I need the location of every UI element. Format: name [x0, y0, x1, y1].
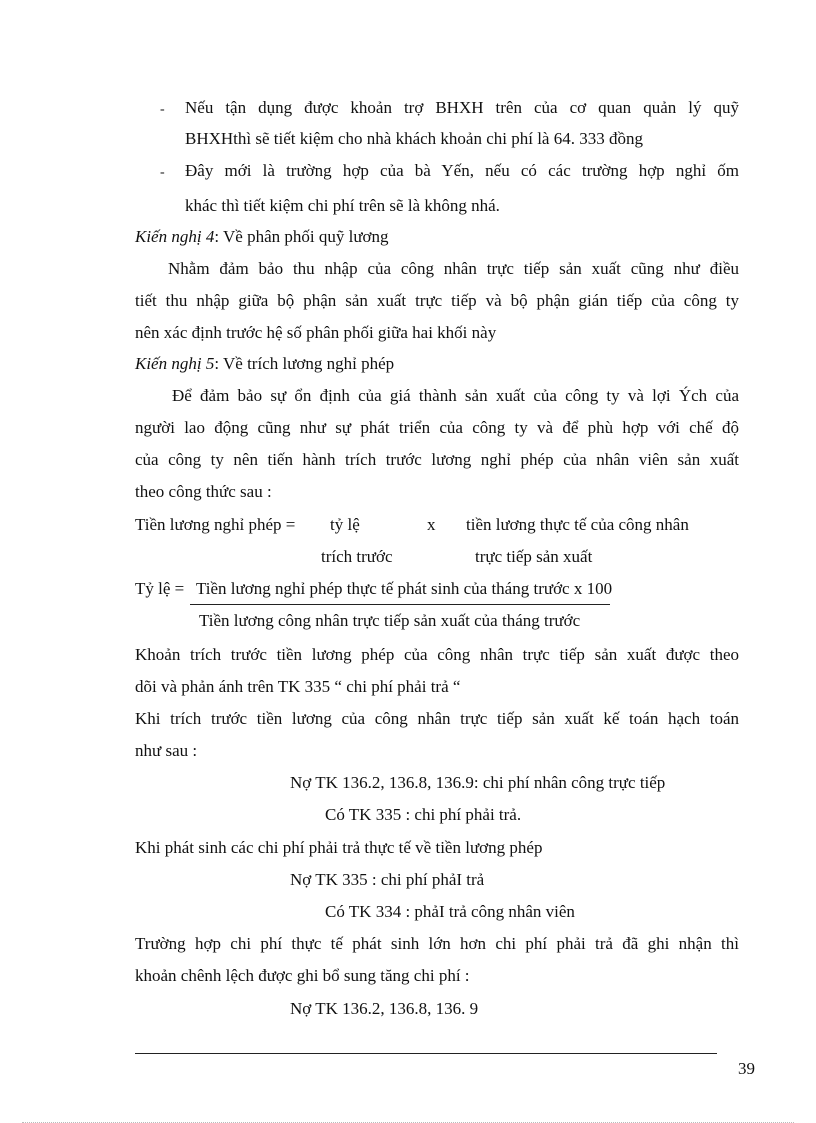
paragraph-4-line-1: Khi trích trước tiền lương của công nhân trực tiếp sản xuất kế toán hạch toán [135, 709, 739, 728]
bullet-2-line-2: khác thì tiết kiệm chi phí trên sẽ là không nhá. [185, 196, 500, 215]
entry-3-debit: Nợ TK 136.2, 136.8, 136. 9 [290, 999, 479, 1018]
formula-2-denominator: Tiền lương công nhân trực tiếp sản xuất của tháng trước [199, 611, 581, 630]
entry-1-credit: Có TK 335 : chi phí phải trả. [325, 805, 522, 824]
recommendation-5-label: Kiến nghị 5 [135, 354, 215, 373]
formula-1-lhs: Tiền lương nghỉ phép = [135, 515, 296, 534]
paragraph-5: Khi phát sinh các chi phí phải trả thực tế về tiền lương phép [135, 838, 543, 857]
formula-1-rate-line-2: trích trước [321, 547, 393, 566]
paragraph-1-line-3: nên xác định trước hệ số phân phối giữa hai khối này [135, 323, 497, 342]
footer-rule [135, 1053, 717, 1054]
recommendation-4-title: : Về phân phối quỹ lương [214, 227, 389, 246]
formula-2-lhs: Tỷ lệ = [135, 579, 185, 598]
paragraph-6-line-2: khoản chênh lệch được ghi bổ sung tăng chi phí : [135, 966, 470, 985]
entry-1-debit: Nợ TK 136.2, 136.8, 136.9: chi phí nhân công trực tiếp [290, 773, 666, 792]
formula-1-wage-line-1: tiền lương thực tế của công nhân [466, 515, 689, 534]
formula-1-wage-line-2: trực tiếp sản xuất [475, 547, 593, 566]
paragraph-2-line-2: người lao động cũng như sự phát triển của công ty và để phù hợp với chế độ [135, 418, 739, 437]
bullet-marker: - [160, 165, 165, 180]
page-number: 39 [738, 1059, 755, 1078]
paragraph-1-line-1: Nhằm đảm bảo thu nhập của công nhân trực tiếp sản xuất cũng như điều [168, 259, 739, 278]
fraction-bar [190, 604, 610, 605]
paragraph-3-line-1: Khoản trích trước tiền lương phép của công nhân trực tiếp sản xuất được theo [135, 645, 739, 664]
recommendation-4-label: Kiến nghị 4 [135, 227, 215, 246]
paragraph-3-line-2: dõi và phản ánh trên TK 335 “ chi phí phải trả “ [135, 677, 461, 696]
bullet-1-line-2: BHXHthì sẽ tiết kiệm cho nhà khách khoản chi phí là 64. 333 đồng [185, 129, 643, 148]
recommendation-5-heading [135, 353, 394, 375]
bullet-1-line-1: Nếu tận dụng được khoản trợ BHXH trên của cơ quan quản lý quỹ [185, 98, 739, 117]
paragraph-4-line-2: như sau : [135, 741, 198, 760]
paragraph-2-line-3: của công ty nên tiến hành trích trước lương nghỉ phép của nhân viên sản xuất [135, 450, 739, 469]
entry-2-credit: Có TK 334 : phảI trả công nhân viên [325, 902, 575, 921]
paragraph-2-line-1: Để đảm bảo sự ổn định của giá thành sản xuất của công ty và lợi Ých của [172, 386, 739, 405]
paragraph-2-line-4: theo công thức sau : [135, 482, 272, 501]
bullet-2-line-1: Đây mới là trường hợp của bà Yến, nếu có các trường hợp nghỉ ốm [185, 161, 739, 180]
paragraph-6-line-1: Trường hợp chi phí thực tế phát sinh lớn hơn chi phí phải trả đã ghi nhận thì [135, 934, 739, 953]
formula-1-operator: x [427, 515, 436, 534]
recommendation-4-heading [135, 226, 389, 248]
formula-1-rate-line-1: tỷ lệ [330, 515, 360, 534]
formula-2-numerator: Tiền lương nghỉ phép thực tế phát sinh của tháng trước x 100 [196, 579, 613, 598]
entry-2-debit: Nợ TK 335 : chi phí phảI trả [290, 870, 485, 889]
paragraph-1-line-2: tiết thu nhập giữa bộ phận sản xuất trực tiếp và bộ phận gián tiếp của công ty [135, 291, 739, 310]
bullet-marker: - [160, 102, 165, 117]
recommendation-5-title: : Về trích lương nghỉ phép [214, 354, 395, 373]
